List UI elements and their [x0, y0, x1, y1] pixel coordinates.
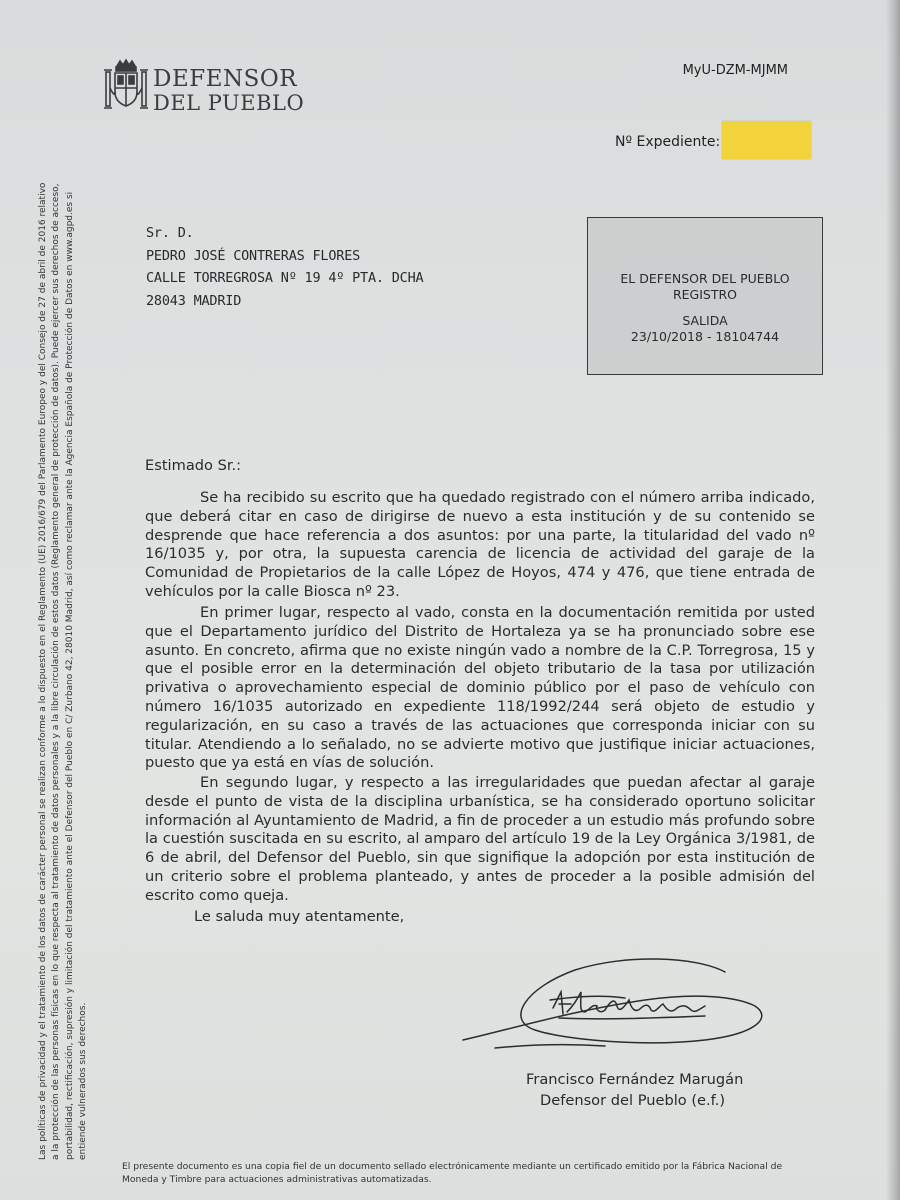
stamp-line: REGISTRO [672, 287, 738, 302]
footer-note: El presente documento es una copia fiel de un documento sellado electrónicamente mediante un certificado emitido por la Fábrica Nacional de Moneda y Timbre para actuaciones administrativas automatizadas. [122, 1161, 783, 1185]
logo-line-2: DEL PUEBLO [153, 91, 305, 115]
recipient-line: PEDRO JOSÉ CONTRERAS FLORES [146, 247, 361, 264]
handwritten-signature [455, 948, 775, 1058]
recipient-line: 28043 MADRID [146, 292, 242, 309]
stamp-line: EL DEFENSOR DEL PUEBLO [620, 271, 790, 286]
stamp-line: SALIDA [682, 313, 728, 328]
defensor-logo [103, 58, 305, 116]
closing: Le saluda muy atentamente, [194, 908, 405, 925]
salutation: Estimado Sr.: [145, 457, 242, 474]
paragraph-1: Se ha recibido su escrito que ha quedado registrado con el número arriba indicado, que deberá citar en caso de dirigirse de nuevo a esta institución y de su contenido se desprende que hace referencia a dos asuntos: por una parte, la titularidad del vado nº 16/1035 y, por otra, la supuesta carencia de licencia de actividad del garaje de la Comunidad de Propietarios de la calle López de Hoyos, 474 y 476, que tiene entrada de vehículos por la calle Biosca nº 23. [145, 489, 815, 600]
paragraph-3: En segundo lugar, y respecto a las irregularidades que puedan afectar al garaje desde el punto de vista de la disciplina urbanística, se ha considerado oportuno solicitar información al Ayuntamiento de Madrid, a fin de proceder a un estudio más profundo sobre la cuestión suscitada en su escrito, al amparo del artículo 19 de la Ley Orgánica 3/1981, de 6 de abril, del Defensor del Pueblo, sin que signifique la adopción por esta institución de un criterio sobre el problema planteado, y antes de proceder a la posible admisión del escrito como queja. [145, 774, 815, 904]
expediente-redaction [722, 121, 811, 159]
privacy-side-note: Las políticas de privacidad y el tratamiento de los datos de carácter personal se realizan conforme a lo dispuesto en el Reglamento (UE) 2016/679 del Parlamento Europeo y del Consejo de 27 de abril de 2016 relativo a la protección de las personas físicas en lo que respecta al tratamiento de datos personales y a la libre circulación de estos datos (Reglamento general de protección de datos). Puede ejercer sus derechos de acceso, portabilidad, rectificación, supresión y limitación del tratamiento ante el Defensor del Pueblo en C/ Zurbano 42, 28010 Madrid, así como reclamar ante la Agencia Española de Protección de Datos en www.agpd.es si entiende vulnerados sus derechos. [38, 182, 89, 1160]
signer-name: Francisco Fernández Marugán [526, 1071, 744, 1088]
paragraph-2: En primer lugar, respecto al vado, consta en la documentación remitida por usted que el Departamento jurídico del Distrito de Hortaleza ya se ha pronunciado sobre ese asunto. En concreto, afirma que no existe ningún vado a nombre de la C.P. Torregrosa, 15 y que el posible error en la determinación del objeto tributario de la tasa por utilización privativa o aprovechamiento especial de dominio público por el paso de vehículo con número 16/1035 autorizado en expediente 118/1992/244 será objeto de estudio y regularización, en su caso a través de las actuaciones que corresponda iniciar con su titular. Atendiendo a lo señalado, no se advierte motivo que justifique iniciar actuaciones, puesto que ya está en vías de solución. [145, 604, 815, 772]
reference-code: MyU-DZM-MJMM [682, 63, 788, 78]
stamp-date: 23/10/2018 - 18104744 [630, 329, 780, 344]
page-edge-shadow [886, 0, 900, 1200]
logo-line-1: DEFENSOR [153, 66, 298, 92]
recipient-line: CALLE TORREGROSA Nº 19 4º PTA. DCHA [146, 270, 424, 286]
registry-stamp [587, 217, 823, 375]
coat-of-arms-icon [103, 58, 149, 114]
expediente-label: Nº Expediente: [615, 134, 721, 150]
signer-title: Defensor del Pueblo (e.f.) [540, 1092, 726, 1109]
recipient-address [146, 222, 423, 312]
recipient-line: Sr. D. [146, 225, 194, 241]
